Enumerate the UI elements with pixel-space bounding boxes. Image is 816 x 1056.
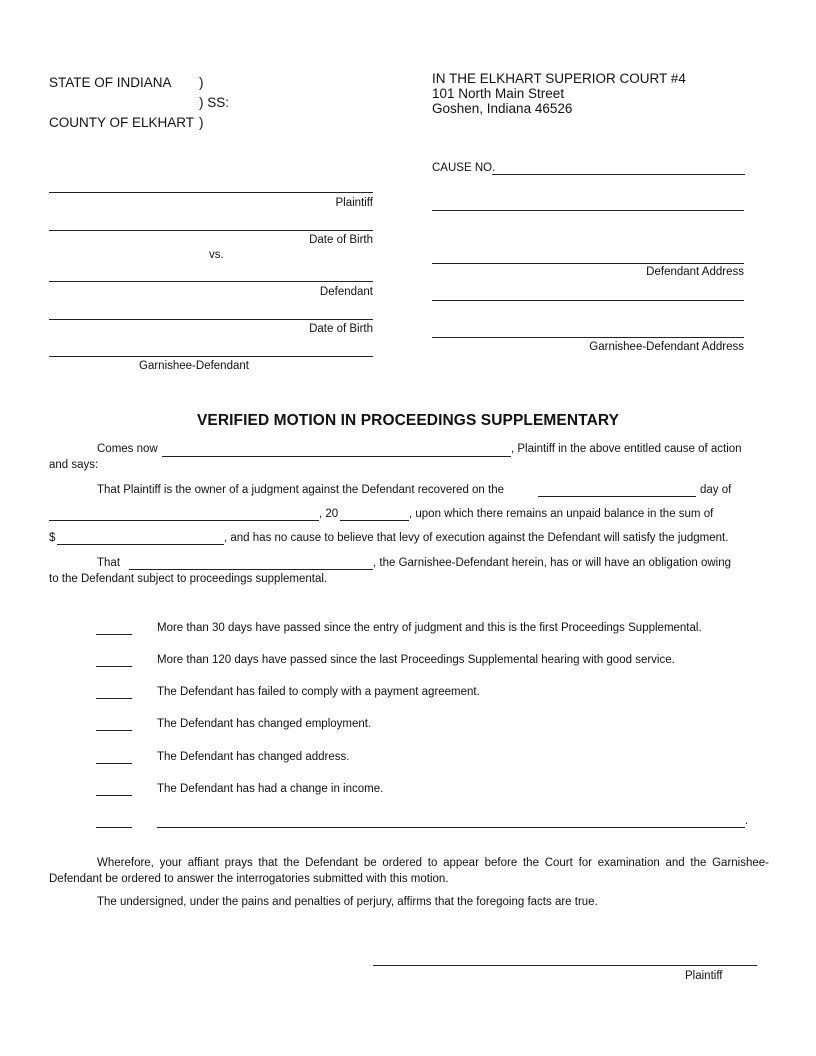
p4-end: , and has no cause to believe that levy of execution against the Defendant will satisfy the judgment.: [224, 532, 729, 544]
checkbox-line[interactable]: [96, 730, 132, 731]
p4-dollar: $: [49, 532, 56, 544]
cause-number-label: CAUSE NO.: [432, 162, 496, 174]
other-period: .: [745, 815, 749, 827]
p1-end: , Plaintiff in the above entitled cause of action: [511, 443, 742, 455]
plaintiff-dob-field[interactable]: [49, 230, 373, 231]
garnishee-address-line-1[interactable]: [432, 300, 744, 301]
checklist-item: The Defendant has had a change in income.: [157, 783, 384, 795]
p1-start: Comes now: [97, 443, 158, 455]
judgment-year-field[interactable]: [340, 520, 409, 521]
judgment-month-field[interactable]: [49, 520, 319, 521]
document-title: VERIFIED MOTION IN PROCEEDINGS SUPPLEMENTARY: [196, 412, 620, 429]
p5-cont: to the Defendant subject to proceedings supplemental.: [49, 573, 328, 585]
p5-end: , the Garnishee-Defendant herein, has or will have an obligation owing: [373, 557, 731, 569]
garnishee-label: Garnishee-Defendant: [139, 360, 249, 372]
checkbox-line[interactable]: [96, 795, 132, 796]
p2-day-of: day of: [700, 484, 732, 496]
cause-number-field[interactable]: [492, 174, 745, 175]
p2-start: That Plaintiff is the owner of a judgment against the Defendant recovered on the: [97, 484, 505, 496]
p1-cont: and says:: [49, 459, 99, 471]
garnishee-that-field[interactable]: [129, 569, 373, 570]
signature-line[interactable]: [373, 965, 757, 966]
ss-label: ) SS:: [199, 95, 230, 110]
garnishee-address-line-2[interactable]: [432, 337, 744, 338]
other-reason-field[interactable]: [157, 827, 745, 828]
unpaid-balance-field[interactable]: [57, 544, 224, 545]
defendant-name-field[interactable]: [49, 281, 373, 282]
checklist-item: The Defendant has changed address.: [157, 751, 350, 763]
garnishee-name-field[interactable]: [49, 356, 373, 357]
plaintiff-dob-label: Date of Birth: [309, 234, 373, 246]
vs-label: vs.: [209, 249, 224, 261]
p3-end: , upon which there remains an unpaid balance in the sum of: [409, 508, 714, 520]
court-name: IN THE ELKHART SUPERIOR COURT #4: [432, 71, 686, 86]
affirmation-text: The undersigned, under the pains and penalties of perjury, affirms that the foregoing facts are true.: [97, 896, 598, 908]
plaintiff-comes-now-field[interactable]: [162, 456, 511, 457]
p3-comma-20: , 20: [319, 508, 339, 520]
garnishee-address-label: Garnishee-Defendant Address: [589, 341, 744, 353]
plaintiff-name-field[interactable]: [49, 192, 373, 193]
wherefore-paragraph: Wherefore, your affiant prays that the Defendant be ordered to appear before the Court for examination and the Garnishee-Defendant be ordered to answer the interrogatories submitted with this motion.: [49, 857, 769, 885]
plaintiff-label: Plaintiff: [335, 197, 373, 209]
judgment-date-field[interactable]: [538, 496, 696, 497]
p5-start: That: [97, 557, 121, 569]
court-city: Goshen, Indiana 46526: [432, 101, 573, 116]
defendant-address-label: Defendant Address: [646, 266, 744, 278]
paren-1: ): [199, 75, 204, 90]
state-label: STATE OF INDIANA: [49, 75, 172, 90]
checklist-item: More than 120 days have passed since the last Proceedings Supplemental hearing with good service.: [157, 654, 675, 666]
checklist-item: More than 30 days have passed since the entry of judgment and this is the first Proceedings Supplemental.: [157, 622, 702, 634]
defendant-label: Defendant: [319, 286, 373, 298]
checkbox-line[interactable]: [96, 634, 132, 635]
checklist-item: The Defendant has failed to comply with a payment agreement.: [157, 686, 480, 698]
county-label: COUNTY OF ELKHART: [49, 115, 195, 130]
court-street: 101 North Main Street: [432, 86, 565, 101]
checkbox-line-other[interactable]: [96, 827, 132, 828]
defendant-dob-label: Date of Birth: [309, 323, 373, 335]
defendant-dob-field[interactable]: [49, 319, 373, 320]
checkbox-line[interactable]: [96, 763, 132, 764]
checkbox-line[interactable]: [96, 666, 132, 667]
checkbox-line[interactable]: [96, 698, 132, 699]
defendant-address-line-1[interactable]: [432, 210, 744, 211]
checklist-item: The Defendant has changed employment.: [157, 718, 372, 730]
paren-3: ): [199, 115, 204, 130]
signature-label: Plaintiff: [685, 970, 723, 982]
defendant-address-line-2[interactable]: [432, 263, 744, 264]
